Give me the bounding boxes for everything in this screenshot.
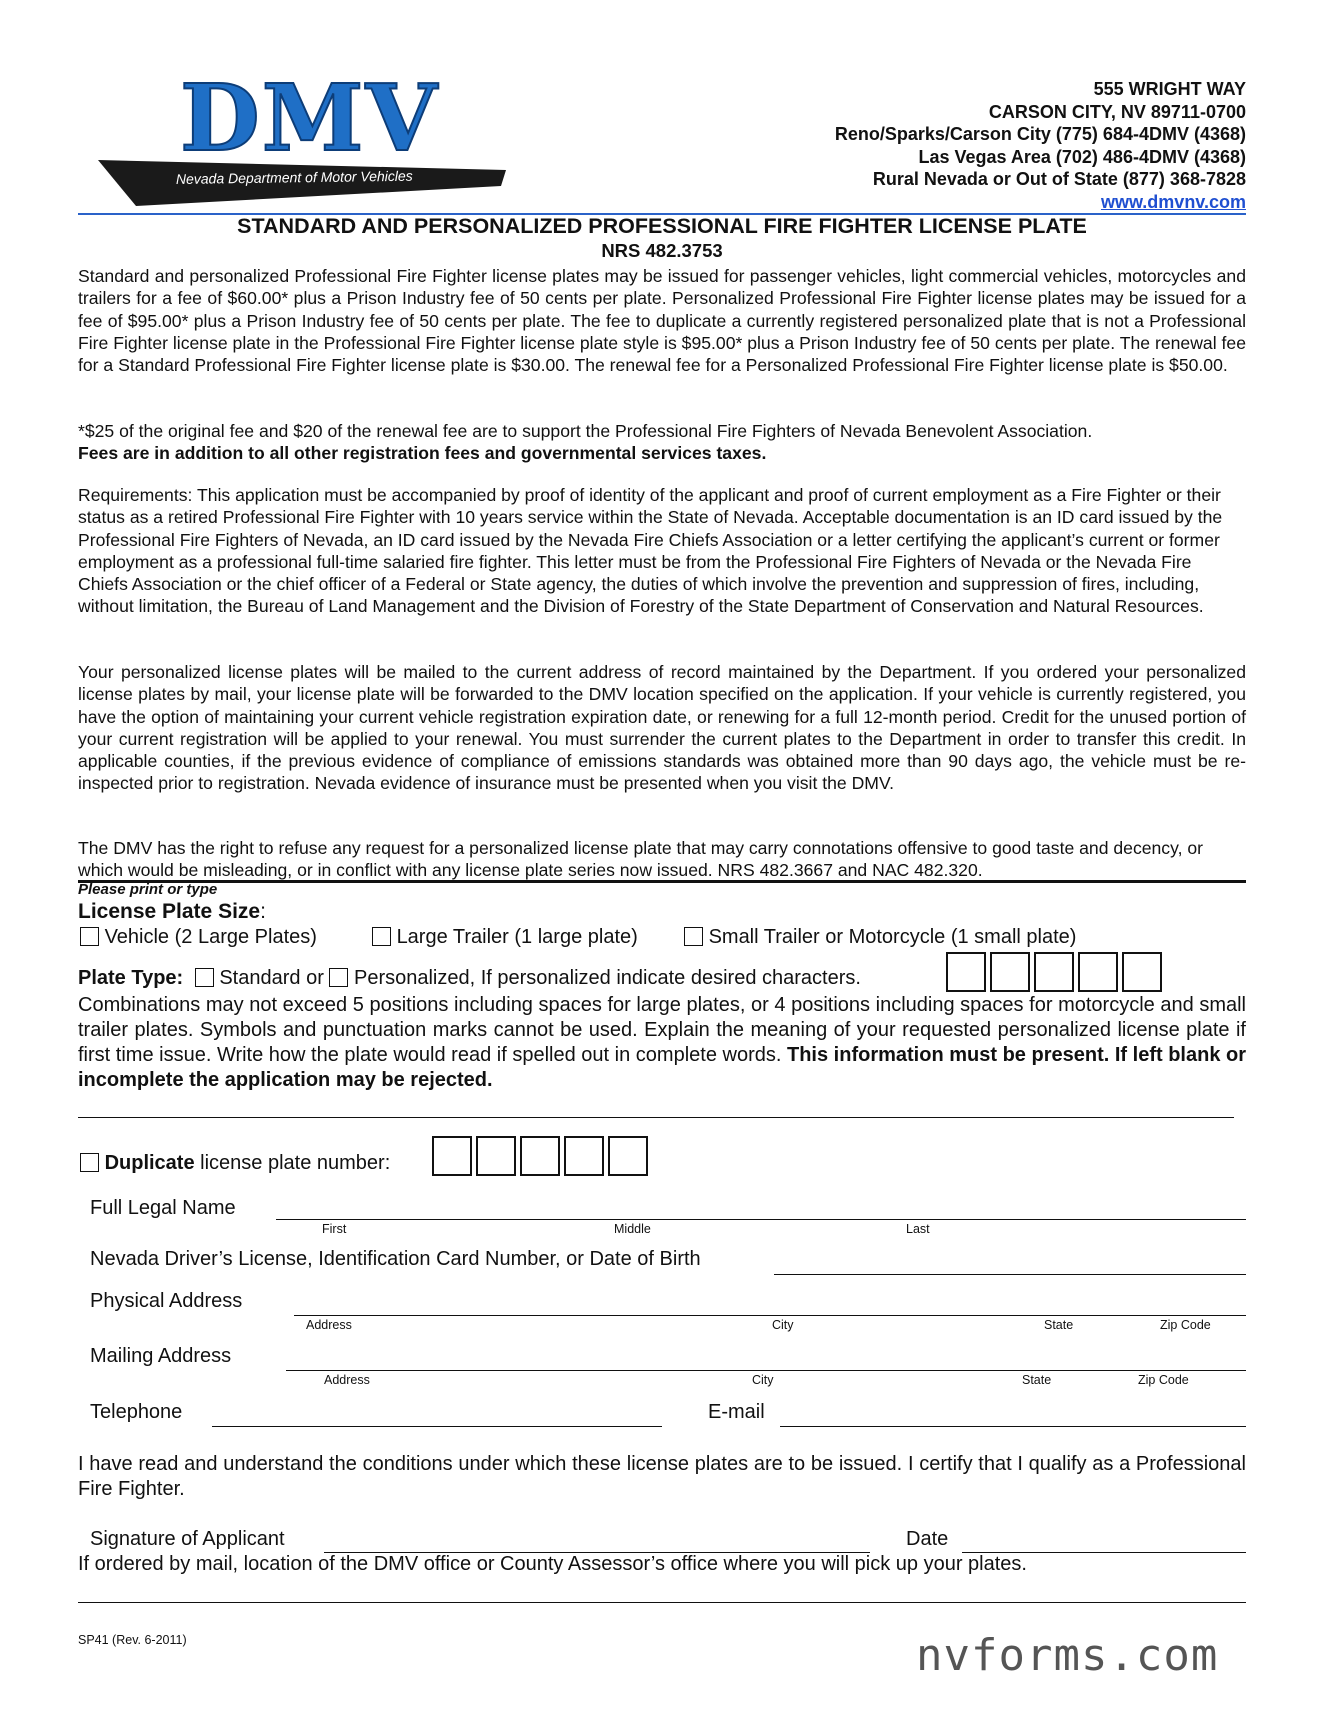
size-option-large-trailer[interactable] [372, 926, 638, 949]
physical-address-field[interactable] [294, 1315, 1246, 1316]
section-divider [78, 880, 1246, 883]
email-label: E-mail [708, 1401, 765, 1423]
watermark: nvforms.com [916, 1630, 1219, 1681]
name-part-first: First [322, 1222, 347, 1236]
character-box[interactable] [1034, 952, 1074, 992]
physical-city-part: City [772, 1318, 794, 1332]
refusal-paragraph: The DMV has the right to refuse any request for a personalized license plate that may carry connotations offensive to good taste and decency, or which would be misleading, or in conflict with any license plate series now issued. NRS 482.3667 and NAC 482.320. [78, 838, 1204, 881]
full-name-label: Full Legal Name [90, 1197, 236, 1219]
dmv-logo [96, 82, 516, 208]
fee-note: *$25 of the original fee and $20 of the renewal fee are to support the Professional Fire Fighters of Nevada Benevolent Association. [78, 421, 1093, 441]
large-trailer-checkbox[interactable] [372, 927, 391, 946]
personalized-label: Personalized, If personalized indicate desired characters. [353, 967, 861, 989]
physical-address-label: Physical Address [90, 1290, 243, 1312]
size-option-label: Vehicle (2 Large Plates) [104, 926, 317, 948]
duplicate-row [80, 1152, 390, 1175]
duplicate-plate-box[interactable] [564, 1136, 604, 1176]
name-part-last: Last [906, 1222, 930, 1236]
physical-state-part: State [1044, 1318, 1074, 1332]
character-box[interactable] [1078, 952, 1118, 992]
form-subtitle: NRS 482.3753 [601, 240, 723, 261]
phone-line: Las Vegas Area (702) 486-4DMV (4368) [918, 146, 1246, 167]
duplicate-checkbox[interactable] [80, 1153, 99, 1172]
meaning-line[interactable] [78, 1117, 1234, 1118]
standard-checkbox[interactable] [195, 968, 214, 987]
duplicate-plate-box[interactable] [608, 1136, 648, 1176]
address-line: CARSON CITY, NV 89711-0700 [988, 101, 1246, 122]
fee-note-paragraph [78, 420, 1246, 465]
form-id: SP41 (Rev. 6-2011) [78, 1633, 187, 1647]
website-link[interactable]: www.dmvnv.com [1100, 191, 1246, 212]
combination-rules [78, 993, 1246, 1093]
print-note: Please print or type [78, 881, 218, 898]
duplicate-label-bold: Duplicate [104, 1152, 195, 1174]
email-field[interactable] [780, 1426, 1246, 1427]
certification-text: I have read and understand the conditions under which these license plates are to be issued. I certify that I qualify as a Professional Fire Fighter. [78, 1453, 1246, 1500]
mailing-address-label: Mailing Address [90, 1345, 232, 1367]
name-part-middle: Middle [614, 1222, 651, 1236]
duplicate-label: license plate number: [200, 1152, 391, 1174]
duplicate-plate-box[interactable] [520, 1136, 560, 1176]
character-box[interactable] [990, 952, 1030, 992]
date-label: Date [906, 1528, 949, 1550]
size-option-vehicle[interactable] [80, 926, 317, 949]
duplicate-plate-box[interactable] [476, 1136, 516, 1176]
combination-text: Combinations may not exceed 5 positions including spaces for large plates, or 4 positions including spaces for motorcycle and small trailer plates. Symbols and punctuation marks cannot be used. Explain the meaning of your requested personalized license plate if first time issue. Write how the plate would read if spelled out in complete words. [78, 994, 1246, 1066]
plate-size-heading [78, 900, 266, 924]
logo-subtitle: Nevada Department of Motor Vehicles [175, 167, 413, 187]
vehicle-checkbox[interactable] [80, 927, 99, 946]
telephone-label: Telephone [90, 1401, 183, 1423]
plate-size-colon: : [260, 900, 266, 923]
mailing-city-part: City [752, 1373, 774, 1387]
full-name-field[interactable] [276, 1219, 1246, 1220]
telephone-field[interactable] [212, 1426, 662, 1427]
contact-block [835, 78, 1246, 213]
plate-size-label: License Plate Size [78, 900, 261, 923]
mailing-zip-part: Zip Code [1138, 1373, 1189, 1387]
plate-type-row [78, 967, 861, 990]
physical-zip-part: Zip Code [1160, 1318, 1211, 1332]
plate-type-label: Plate Type: [78, 967, 184, 989]
pickup-location-field[interactable] [78, 1602, 1246, 1603]
signature-label: Signature of Applicant [90, 1528, 285, 1550]
size-option-label: Small Trailer or Motorcycle (1 small plate) [708, 926, 1077, 948]
mailing-paragraph: Your personalized license plates will be mailed to the current address of record maintained by the Department. If you ordered your personalized license plates by mail, your license plate will be forwarded to the DMV location specified on the application. If your vehicle is currently registered, you have the option of maintaining your current vehicle registration expiration date, or renewing for a full 12-month period. Credit for the unused portion of your current registration will be applied to your renewal. You must surrender the current plates to the Department in order to transfer this credit. In applicable counties, if the previous evidence of compliance of emissions standards was obtained more than 90 days ago, the vehicle must be re-inspected prior to registration. Nevada evidence of insurance must be presented when you visit the DMV. [78, 662, 1246, 794]
logo-wordmark: DMV [180, 82, 439, 172]
size-option-label: Large Trailer (1 large plate) [396, 926, 638, 948]
duplicate-plate-box[interactable] [432, 1136, 472, 1176]
physical-address-part: Address [306, 1318, 352, 1332]
character-box[interactable] [1122, 952, 1162, 992]
size-option-small-trailer[interactable] [684, 926, 1076, 949]
phone-line: Reno/Sparks/Carson City (775) 684-4DMV (4368) [834, 124, 1246, 144]
character-box[interactable] [946, 952, 986, 992]
address-line: 555 WRIGHT WAY [1093, 79, 1246, 99]
mailing-address-part: Address [324, 1373, 370, 1387]
dl-label: Nevada Driver’s License, Identification Card Number, or Date of Birth [90, 1248, 701, 1270]
form-title: STANDARD AND PERSONALIZED PROFESSIONAL FIRE FIGHTER LICENSE PLATE [237, 214, 1087, 238]
standard-label: Standard or [219, 967, 324, 989]
phone-line: Rural Nevada or Out of State (877) 368-7828 [872, 169, 1246, 189]
mailing-state-part: State [1022, 1373, 1052, 1387]
fee-note-bold: Fees are in addition to all other registration fees and governmental services taxes. [78, 443, 767, 464]
mail-pickup-note: If ordered by mail, location of the DMV office or County Assessor’s office where you will pick up your plates. [78, 1553, 1027, 1575]
fee-paragraph: Standard and personalized Professional Fire Fighter license plates may be issued for passenger vehicles, light commercial vehicles, motorcycles and trailers for a fee of $60.00* plus a Prison Industry fee of 50 cents per plate. Personalized Professional Fire Fighter license plates may be issued for a fee of $95.00* plus a Prison Industry fee of 50 cents per plate. The fee to duplicate a currently registered personalized plate that is not a Professional Fire Fighter license plate in the Professional Fire Fighter license plate style is $95.00* plus a Prison Industry fee of 50 cents per plate. The renewal fee for a Standard Professional Fire Fighter license plate is $30.00. The renewal fee for a Personalized Professional Fire Fighter license plate is $50.00. [78, 266, 1246, 376]
combination-warning: This information must be present. If left blank or incomplete the application may be rejected. [78, 1044, 1247, 1091]
requirements-paragraph: Requirements: This application must be accompanied by proof of identity of the applicant and proof of current employment as a Fire Fighter or their status as a retired Professional Fire Fighter with 10 years service within the State of Nevada. Acceptable documentation is an ID card issued by the Professional Fire Fighters of Nevada, an ID card issued by the Nevada Fire Chiefs Association or a letter certifying the applicant’s current or former employment as a professional full-time salaried fire fighter. This letter must be from the Professional Fire Fighters of Nevada or the Nevada Fire Chiefs Association or the chief officer of a Federal or State agency, the duties of which involve the prevention and suppression of fires, including, without limitation, the Bureau of Land Management and the Division of Forestry of the State Department of Conservation and Natural Resources. [78, 485, 1223, 617]
dl-field[interactable] [774, 1274, 1246, 1275]
personalized-checkbox[interactable] [329, 968, 348, 987]
mailing-address-field[interactable] [286, 1370, 1246, 1371]
small-trailer-checkbox[interactable] [684, 927, 703, 946]
